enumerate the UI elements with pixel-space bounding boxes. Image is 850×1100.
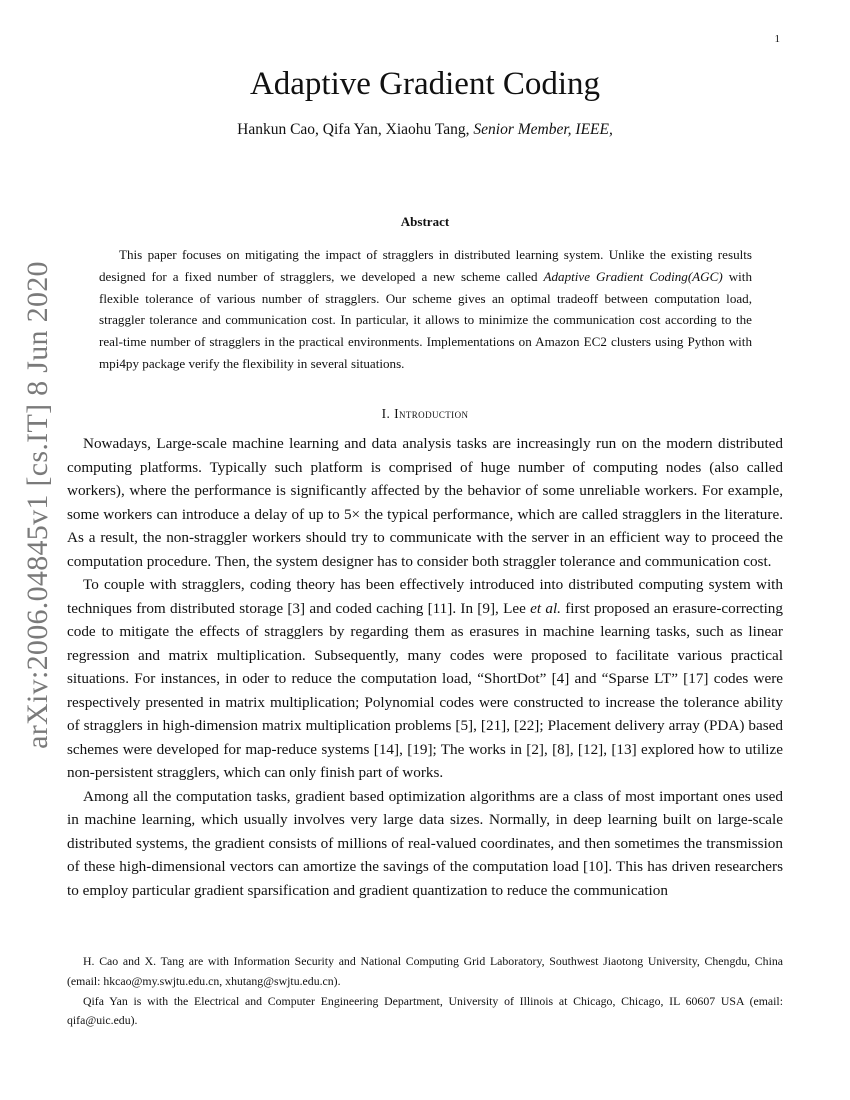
paragraph-1: Nowadays, Large-scale machine learning and data analysis tasks are increasingly run on the modern distributed computing platforms. Typically such platform is comprised of huge number of computing nodes (also called workers), where the performance is significantly affected by the behavior of some unreliable workers. For example, some workers can introduce a delay of up to 5× the typical performance, which are called stragglers in the literature. As a result, the non-straggler workers should try to communicate with the server in an efficient way to proceed the computation procedure. Then, the system designer has to consider both straggler tolerance and communication cost. (67, 435, 783, 570)
paragraph-2-part-1: To couple with stragglers, coding theory has been effectively introduced into distributed computing system with techniques from distributed storage [3] and coded caching [11]. In [9], Lee (67, 576, 783, 617)
arxiv-identifier: arXiv:2006.04845v1 [cs.IT] 8 Jun 2020 (21, 261, 54, 749)
abstract-heading: Abstract (400, 214, 450, 229)
footnote-affiliation-1: H. Cao and X. Tang are with Information Security and National Computing Grid Laboratory, Southwest Jiaotong University, Chengdu, China (email: hkcao@my.swjtu.edu.cn, xhutang@swjtu.edu.cn). (67, 954, 783, 988)
author-names: Hankun Cao, Qifa Yan, Xiaohu Tang, (237, 121, 474, 138)
paragraph-2-et-al: et al. (530, 599, 561, 617)
author-membership: Senior Member, IEEE, (473, 121, 613, 138)
paper-title: Adaptive Gradient Coding (249, 66, 601, 102)
section-numeral: I. (381, 406, 395, 421)
paragraph-3: Among all the computation tasks, gradient based optimization algorithms are a class of most important ones used in machine learning, which usually involves very large data sizes. Normally, in deep learning built on large-scale distributed systems, the gradient consists of millions of real-valued coordinates, and then sometimes the transmission of these high-dimensional vectors can amortize the savings of the computation load [10]. This has driven researchers to employ particular gradient sparsification and gradient quantization to reduce the communication (67, 787, 783, 899)
abstract-text-part-1: This paper focuses on mitigating the impact of stragglers in distributed learning system. Unlike the existing results designed for a fixed number of stragglers, we developed a new scheme called (99, 247, 752, 284)
body-text (67, 432, 783, 902)
section-title: Introduction (394, 406, 469, 421)
author-line (0, 119, 850, 141)
page-number: 1 (774, 33, 780, 45)
abstract-body (99, 244, 752, 375)
paragraph-2 (67, 573, 783, 785)
abstract-scheme-name: Adaptive Gradient Coding(AGC) (543, 268, 723, 284)
footnote-affiliation-2: Qifa Yan is with the Electrical and Computer Engineering Department, University of Illinois at Chicago, Chicago, IL 60607 USA (email: qifa@uic.edu). (67, 993, 783, 1028)
abstract-text-part-2: with flexible tolerance of various number of stragglers. Our scheme gives an optimal tradeoff between computation load, straggler tolerance and communication cost. In particular, it allows to minimize the communication cost according to the real-time number of stragglers in the practical environments. Implementations on Amazon EC2 clusters using Python with mpi4py package verify the flexibility in several situations. (99, 268, 752, 371)
section-heading (0, 406, 850, 422)
paragraph-2-part-2: first proposed an erasure-correcting code to mitigate the effects of stragglers by regarding them as erasures in machine learning tasks, such as linear regression and matrix multiplication. Subsequently, many codes were proposed to facilitate various practical situations. For instances, in oder to reduce the computation load, “ShortDot” [4] and “Sparse LT” [17] codes were respectively presented in matrix multiplication; Polynomial codes were constructed to increase the tolerance ability of stragglers in high-dimension matrix multiplication problems [5], [21], [22]; Placement delivery array (PDA) based schemes were developed for map-reduce systems [14], [19]; The works in [2], [8], [12], [13] explored how to utilize non-persistent stragglers, which can only finish part of works. (67, 599, 783, 781)
footnotes (67, 952, 783, 1031)
